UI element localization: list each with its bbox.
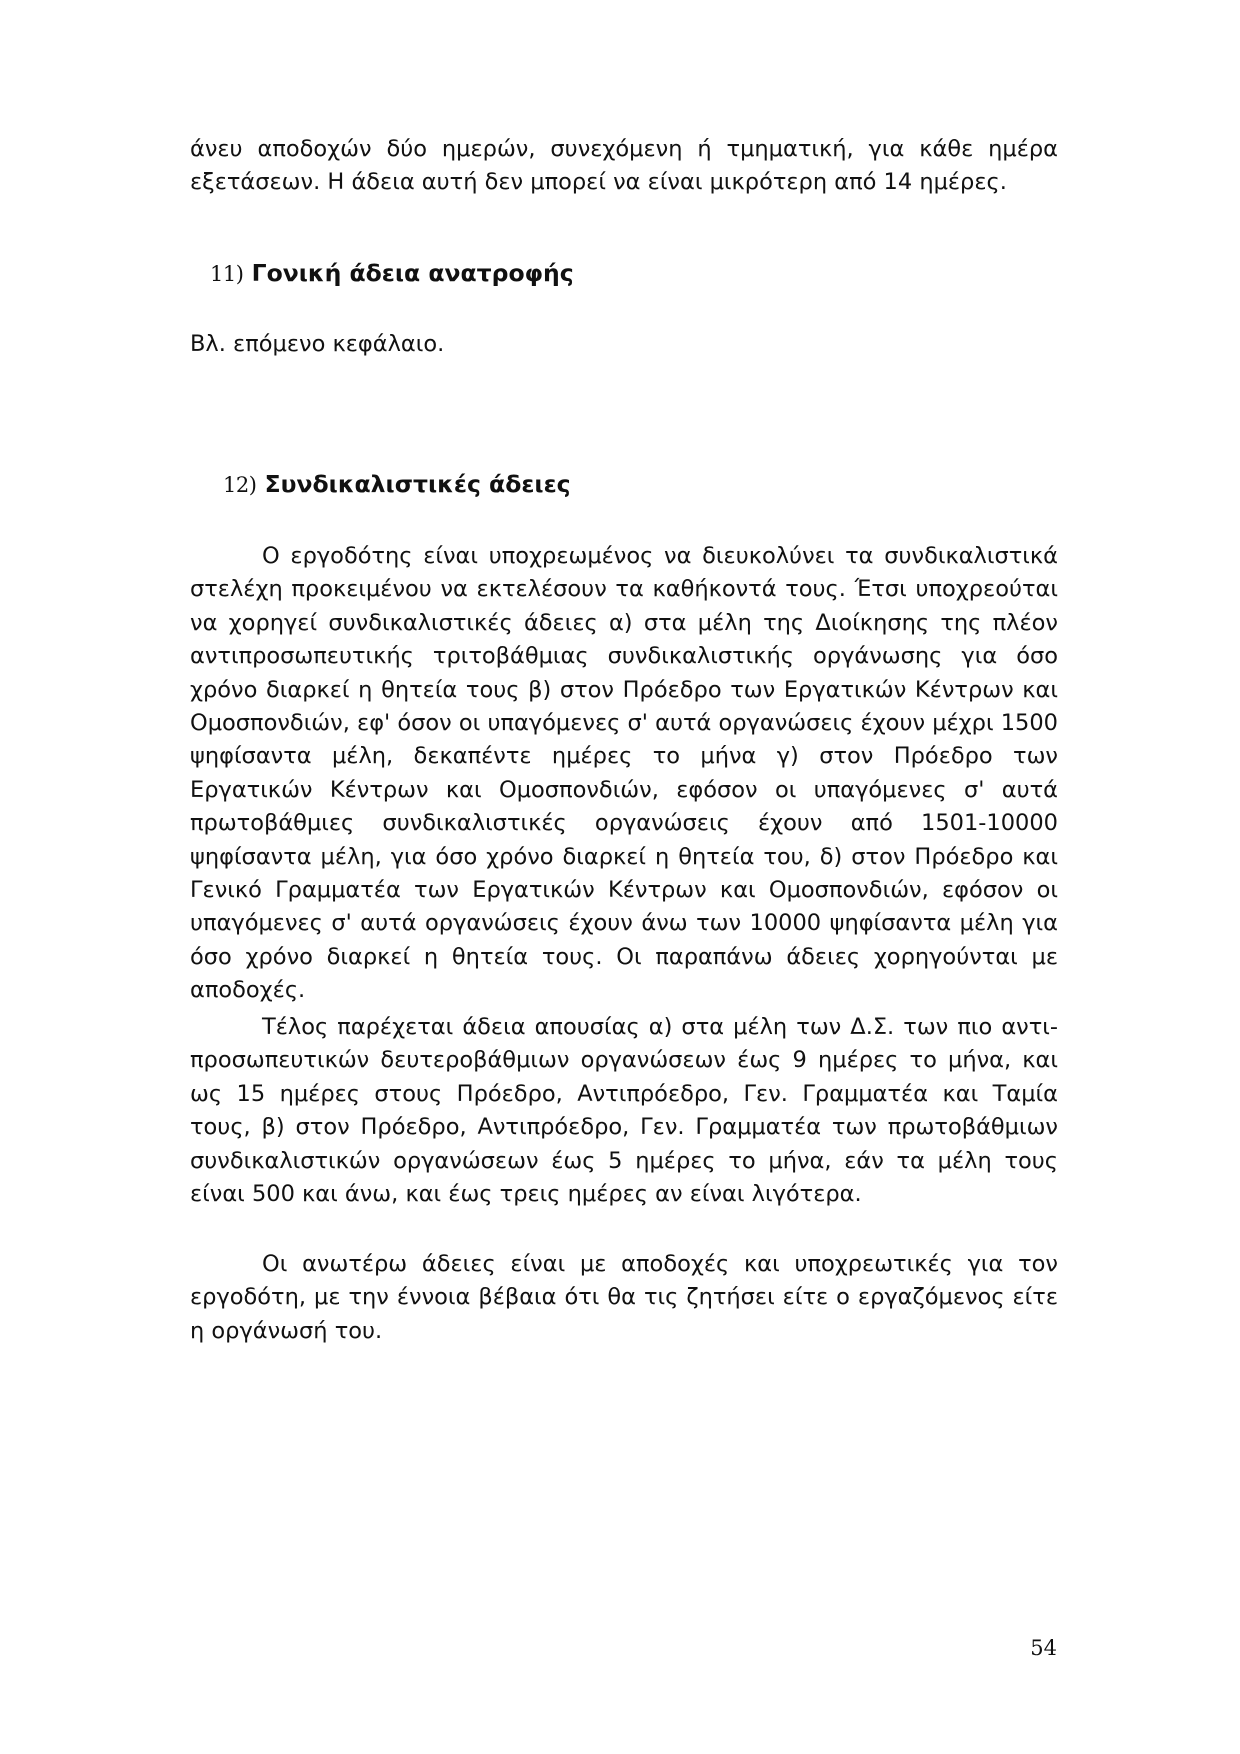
section-number: 12): [223, 473, 257, 497]
paragraph-absence-leave: Τέλος παρέχεται άδεια απουσίας α) στα μέλη των Δ.Σ. των πιο αντι-προσωπευτικών δευτεροβάθμιων οργανώσεων έως 9 ημέρες το μήνα, και ως 15 ημέρες στους Πρόεδρο, Αντιπρόεδρο, Γεν. Γραμματέα και Ταμία τους, β) στον Πρόεδρο, Αντιπρόεδρο, Γεν. Γραμματέα των πρωτοβάθμιων συνδικαλιστικών οργανώσεων έως 5 ημέρες το μήνα, εάν τα μέλη τους είναι 500 και άνω, και έως τρεις ημέρες αν είναι λιγότερα.: [190, 1014, 1058, 1208]
paragraph-paid-mandatory-leave: Οι ανωτέρω άδειες είναι με αποδοχές και υποχρεωτικές για τον εργοδότη, με την έννοια βέβαια ότι θα τις ζητήσει είτε ο εργαζόμενος είτε η οργάνωσή του.: [190, 1251, 1058, 1344]
paragraph-union-leave-obligations: Ο εργοδότης είναι υποχρεωμένος να διευκολύνει τα συνδικαλιστικά στελέχη προκειμένου να εκτελέσουν τα καθήκοντά τους. Έτσι υποχρεούται να χορηγεί συνδικαλιστικές άδειες α) στα μέλη της Διοίκησης της πλέον αντιπροσωπευτικής τριτοβάθμιας συνδικαλιστικής οργάνωσης για όσο χρόνο διαρκεί η θητεία τους β) στον Πρόεδρο των Εργατικών Κέντρων και Ομοσπονδιών, εφ' όσον οι υπαγόμενες σ' αυτά οργανώσεις έχουν μέχρι 1500 ψηφίσαντα μέλη, δεκαπέντε ημέρες το μήνα γ) στον Πρόεδρο των Εργατικών Κέντρων και Ομοσπονδιών, εφόσον οι υπαγόμενες σ' αυτά πρωτοβάθμιες συνδικαλιστικές οργανώσεις έχουν από 1501-10000 ψηφίσαντα μέλη, για όσο χρόνο διαρκεί η θητεία του, δ) στον Πρόεδρο και Γενικό Γραμματέα των Εργατικών Κέντρων και Ομοσπονδιών, εφόσον οι υπαγόμενες σ' αυτά οργανώσεις έχουν άνω των 10000 ψηφίσαντα μέλη για όσο χρόνο διαρκεί η θητεία τους. Οι παραπάνω άδειες χορηγούνται με αποδοχές.: [190, 543, 1058, 1004]
section-title: Συνδικαλιστικές άδειες: [264, 470, 571, 498]
section-heading-12: [223, 470, 571, 498]
paragraph-see-next-chapter: Βλ. επόμενο κεφάλαιο.: [190, 331, 445, 357]
section-title: Γονική άδεια ανατροφής: [251, 259, 574, 287]
page-number: 54: [1030, 1636, 1057, 1660]
section-heading-11: [210, 259, 574, 287]
paragraph-exam-leave-end: άνευ αποδοχών δύο ημερών, συνεχόμενη ή τμηματική, για κάθε ημέρα εξετάσεων. Η άδεια αυτή δεν μπορεί να είναι μικρότερη από 14 ημέρες.: [190, 136, 1058, 196]
section-number: 11): [210, 262, 244, 286]
